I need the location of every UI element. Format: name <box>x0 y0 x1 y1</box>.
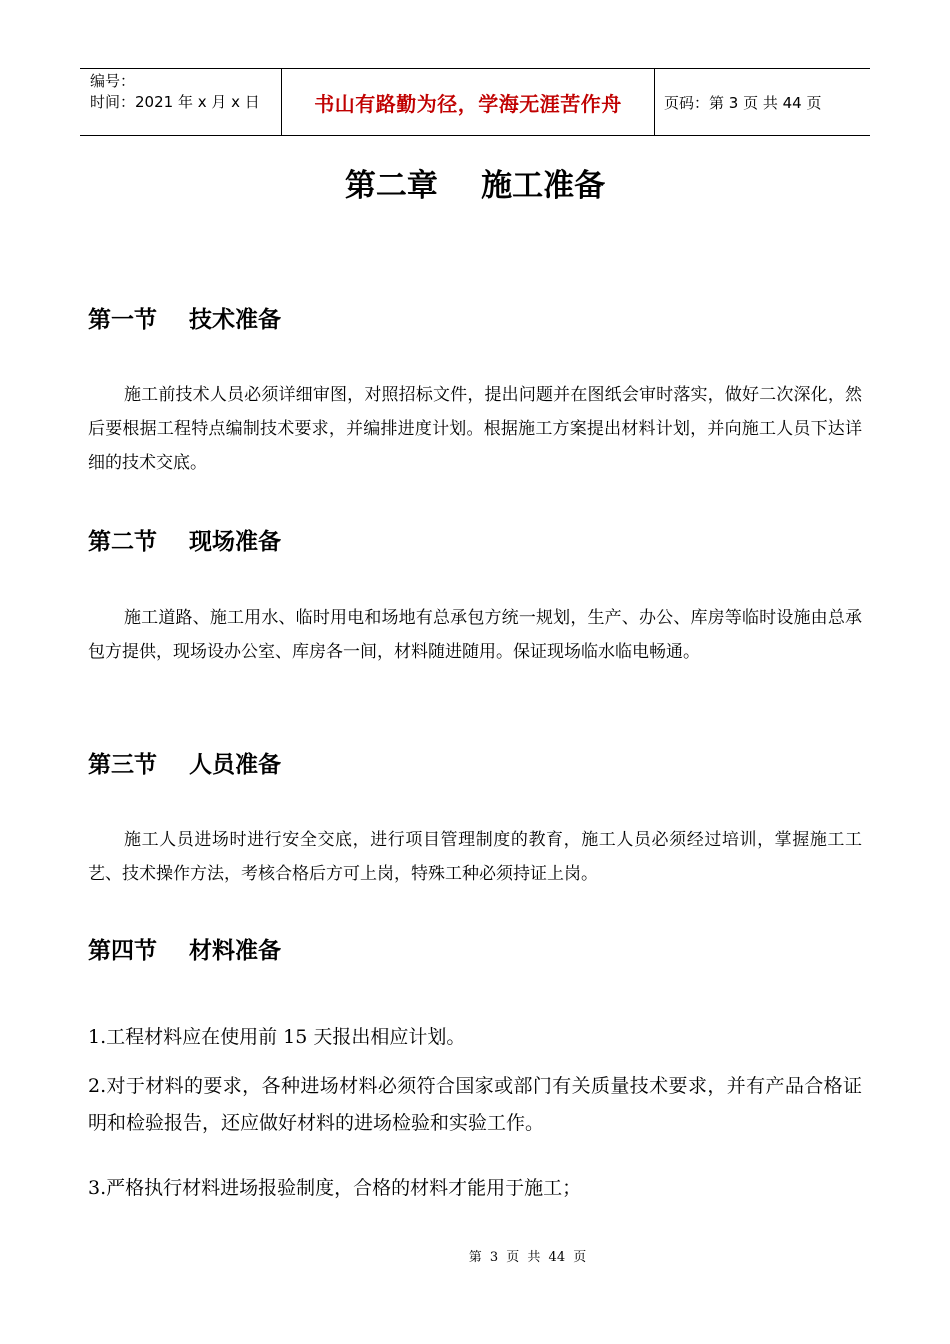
section-heading-materials: 第四节 材料准备 <box>88 938 282 964</box>
header-time-label: 时间：2021 年 x 月 x 日 <box>90 93 260 111</box>
header-page-info: 页码：第 3 页 共 44 页 <box>664 93 822 112</box>
section-heading-personnel: 第三节 人员准备 <box>88 752 282 778</box>
section-body-personnel: 施工人员进场时进行安全交底，进行项目管理制度的教育，施工人员必须经过培训，掌握施工工艺、技术操作方法，考核合格后方可上岗，特殊工种必须持证上岗。 <box>88 830 862 884</box>
page-footer: 第 3 页 共 44 页 <box>468 1250 587 1265</box>
section-heading-site: 第二节 现场准备 <box>88 529 282 555</box>
materials-item-3: 3.严格执行材料进场报验制度，合格的材料才能用于施工； <box>88 1177 582 1199</box>
materials-item-2: 2.对于材料的要求，各种进场材料必须符合国家或部门有关质量技术要求，并有产品合格证明和检验报告，还应做好材料的进场检验和实验工作。 <box>88 1075 862 1134</box>
section-body-technical: 施工前技术人员必须详细审图，对照招标文件，提出问题并在图纸会审时落实，做好二次深化，然后要根据工程特点编制技术要求，并编排进度计划。根据施工方案提出材料计划，并向施工人员下达详细的技术交底。 <box>88 385 862 473</box>
section-heading-technical: 第一节 技术准备 <box>88 307 282 333</box>
page-header <box>80 68 870 136</box>
chapter-title: 第二章 施工准备 <box>344 168 606 204</box>
header-number-label: 编号： <box>90 72 136 90</box>
header-motto: 书山有路勤为径，学海无涯苦作舟 <box>281 69 655 135</box>
materials-item-1: 1.工程材料应在使用前 15 天报出相应计划。 <box>88 1026 466 1048</box>
header-meta <box>80 69 281 135</box>
section-body-site: 施工道路、施工用水、临时用电和场地有总承包方统一规划，生产、办公、库房等临时设施由总承包方提供，现场设办公室、库房各一间，材料随进随用。保证现场临水临电畅通。 <box>88 608 862 662</box>
